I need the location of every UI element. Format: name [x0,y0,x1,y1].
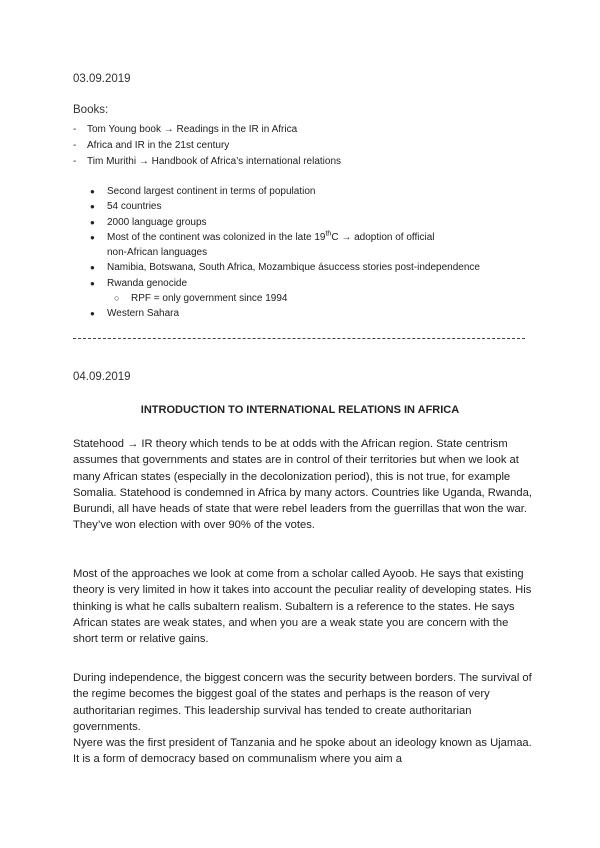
sub-bullet-item: ○ RPF = only government since 1994 [90,291,480,306]
section-title: INTRODUCTION TO INTERNATIONAL RELATIONS IN AFRICA [140,404,460,416]
bullet-text: C → adoption of official [331,231,435,243]
bullet-item: ● Second largest continent in terms of population [90,184,480,199]
bullet-item [90,230,480,261]
bullet-item: ● Rwanda genocide [90,276,480,291]
notes-bullet-list [90,184,480,322]
superscript: th [325,230,332,238]
bullet-item: ● 2000 language groups [90,215,480,230]
paragraph: Statehood → IR theory which tends to be at odds with the African region. State centrism assumes that governments and states are in control of their territories but when we look at many African states (especially in the decolonization period), this is not true, for example Somalia. Statehood is condemned in Africa by many actors. Countries like Uganda, Rwanda, Burundi, all have heads of state that were rebel leaders from the guerrillas that won the war. They’ve won election with over 90% of the votes. [73,438,532,532]
paragraph: During independence, the biggest concern was the security between borders. The survival of the regime becomes the biggest goal of the states and perhaps is the reason of very authoritarian regimes. This leadership survival has tended to create authoritarian governments. [73,672,532,733]
book-item: - Tom Young book → Readings in the IR in Africa [73,122,341,138]
books-list [73,122,341,170]
bullet-continuation: non-African languages [107,247,208,259]
entry-date: 04.09.2019 [73,371,131,383]
bullet-item: ● Western Sahara [90,306,480,321]
bullet-item: ● Namibia, Botswana, South Africa, Mozambique ásuccess stories post-independence [90,260,480,275]
bullet-text: Most of the continent was colonized in the late 19 [107,231,326,243]
book-item: - Tim Murithi → Handbook of Africa’s international relations [73,154,341,170]
entry-date: 03.09.2019 [73,73,131,85]
book-item: - Africa and IR in the 21st century [73,138,341,154]
dashed-divider [73,338,525,339]
bullet-item: ● 54 countries [90,199,480,214]
paragraph: Nyere was the first president of Tanzania and he spoke about an ideology known as Ujamaa. It is a form of democracy based on communalism where you aim a [73,737,532,766]
paragraph: Most of the approaches we look at come from a scholar called Ayoob. He says that existing theory is very limited in how it takes into account the peculiar reality of developing states. His thinking is what he calls subaltern realism. Subaltern is a reference to the states. He says African states are weak states, and when you are a weak state you are concern with the short term or relative gains. [73,568,532,646]
books-heading: Books: [73,104,109,116]
